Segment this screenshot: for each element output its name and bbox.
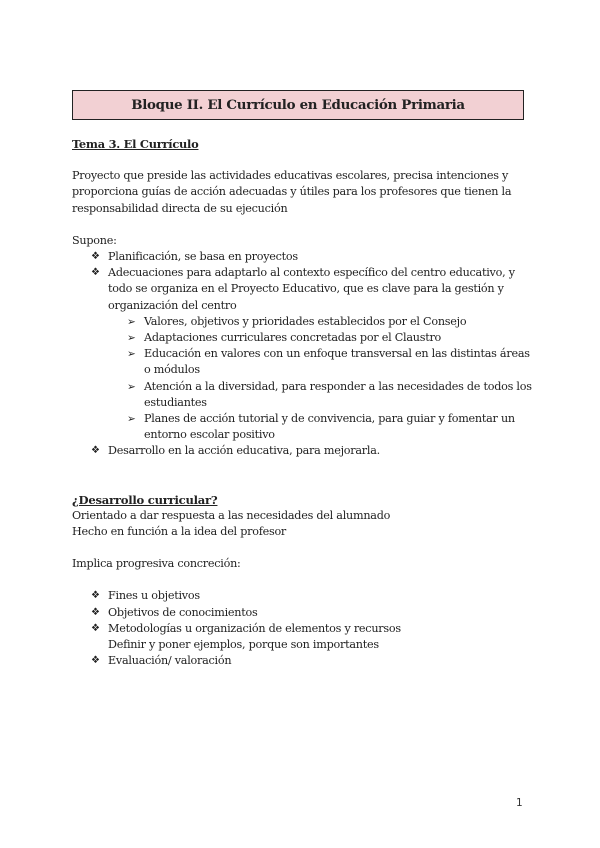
sub-list-item: ➢ Valores, objetivos y prioridades establecidos por el Consejo [108, 314, 532, 330]
list-item-note: Definir y poner ejemplos, porque son importantes [108, 638, 379, 652]
arrow-bullet-icon: ➢ [127, 380, 136, 393]
implica-list [72, 588, 532, 669]
arrow-bullet-icon: ➢ [127, 315, 136, 328]
page-number: 1 [516, 797, 523, 809]
diamond-bullet-icon: ❖ [91, 606, 100, 618]
diamond-bullet-icon: ❖ [91, 251, 100, 263]
list-item: ❖ Evaluación/ valoración [72, 653, 532, 669]
list-item: ❖ Planificación, se basa en proyectos [72, 249, 532, 265]
list-item: ❖ Objetivos de conocimientos [72, 605, 532, 621]
arrow-bullet-icon: ➢ [127, 413, 136, 426]
diamond-bullet-icon: ❖ [91, 267, 100, 279]
sub-list-item: ➢ Planes de acción tutorial y de convivencia, para guiar y fomentar un entorno escolar positivo [127, 412, 515, 442]
diamond-bullet-icon: ❖ [91, 622, 100, 634]
list-item: ❖ Desarrollo en la acción educativa, para mejorarla. [72, 443, 532, 459]
tema-title: Tema 3. El Currículo [72, 137, 199, 151]
sub-list-item: ➢ Adaptaciones curriculares concretadas por el Claustro [108, 330, 532, 346]
diamond-bullet-icon: ❖ [91, 445, 100, 457]
list-item: ❖ Adecuaciones para adaptarlo al contexto específico del centro educativo, y todo se organiza en el Proyecto Educativo, que es clave para la gestión y organización del centro ➢ Valores, objetivos y prioridades establecidos por el Consejo ➢ Adaptaciones curriculares concretadas por el Claustro ➢ Educación en valores con un enfoque transversal en las distintas áreas o módulos ➢ Atención a la diversidad, para responder a las necesidades de todos los estudiantes ➢ Planes de acción tutorial y de convivencia, para guiar y fomentar un entorno escolar positivo [72, 265, 532, 443]
block-title: Bloque II. El Currículo en Educación Primaria [131, 97, 465, 113]
implica-label: Implica progresiva concreción: [72, 557, 241, 571]
intro-paragraph: Proyecto que preside las actividades educativas escolares, precisa intenciones y proporciona guías de acción adecuadas y útiles para los profesores que tienen la responsabilidad directa de su ejecución [72, 169, 512, 215]
arrow-bullet-icon: ➢ [127, 332, 136, 345]
list-item: ❖ Metodologías u organización de elementos y recursos Definir y poner ejemplos, porque son importantes [91, 621, 401, 652]
desarrollo-title: ¿Desarrollo curricular? [72, 492, 218, 507]
desarrollo-line: Hecho en función a la idea del profesor [72, 525, 287, 539]
supone-sublist [108, 314, 532, 444]
supone-list [72, 249, 532, 460]
supone-label: Supone: [72, 233, 117, 247]
sub-list-item: ➢ Educación en valores con un enfoque transversal en las distintas áreas o módulos [127, 347, 530, 377]
diamond-bullet-icon: ❖ [91, 590, 100, 602]
block-title-box [72, 90, 524, 120]
desarrollo-line: Orientado a dar respuesta a las necesidades del alumnado [72, 508, 391, 522]
document-body [72, 136, 532, 669]
sub-list-item: ➢ Atención a la diversidad, para responder a las necesidades de todos los estudiantes [127, 379, 532, 409]
diamond-bullet-icon: ❖ [91, 655, 100, 667]
arrow-bullet-icon: ➢ [127, 348, 136, 361]
list-item: ❖ Fines u objetivos [72, 588, 532, 604]
